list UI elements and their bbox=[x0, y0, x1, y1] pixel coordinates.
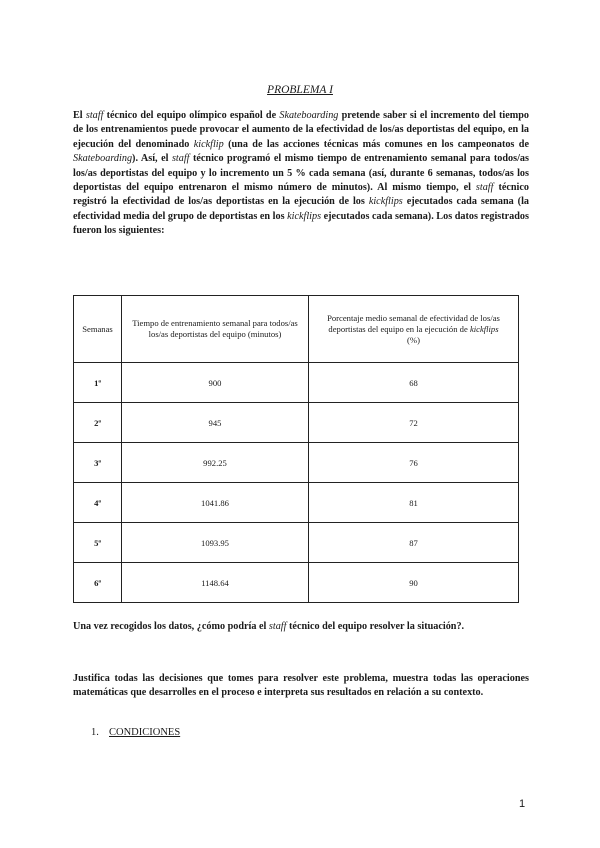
page-title: PROBLEMA I bbox=[267, 84, 333, 96]
instructions-text: Justifica todas las decisiones que tomes para resolver este problema, muestra todas las operaciones matemáticas que desarrolles en el proceso e interpreta sus resultados en relación a su contexto. bbox=[73, 673, 529, 699]
cell-week: 3ª bbox=[74, 443, 122, 483]
table-header-row bbox=[74, 296, 519, 363]
cell-effectiveness: 68 bbox=[309, 363, 519, 403]
cell-time: 1148.64 bbox=[122, 563, 309, 603]
table-row bbox=[74, 403, 519, 443]
table-row bbox=[74, 483, 519, 523]
cell-effectiveness: 76 bbox=[309, 443, 519, 483]
cell-week: 6ª bbox=[74, 563, 122, 603]
cell-week: 4ª bbox=[74, 483, 122, 523]
table-row bbox=[74, 563, 519, 603]
data-table bbox=[73, 295, 519, 603]
cell-effectiveness: 90 bbox=[309, 563, 519, 603]
cell-effectiveness: 87 bbox=[309, 523, 519, 563]
cell-time: 1041.86 bbox=[122, 483, 309, 523]
cell-effectiveness: 72 bbox=[309, 403, 519, 443]
table-row bbox=[74, 443, 519, 483]
question-text: Una vez recogidos los datos, ¿cómo podría el staff técnico del equipo resolver la situación?. bbox=[73, 621, 465, 632]
header-effectiveness: Porcentaje medio semanal de efectividad de los/as deportistas del equipo en la ejecución de kickflips (%) bbox=[309, 296, 519, 363]
page-number: 1 bbox=[519, 798, 526, 810]
table-row bbox=[74, 523, 519, 563]
header-week: Semanas bbox=[74, 296, 122, 363]
cell-week: 2ª bbox=[74, 403, 122, 443]
cell-time: 945 bbox=[122, 403, 309, 443]
section-label: CONDICIONES bbox=[109, 727, 181, 738]
table-row bbox=[74, 363, 519, 403]
cell-effectiveness: 81 bbox=[309, 483, 519, 523]
cell-week: 1ª bbox=[74, 363, 122, 403]
cell-time: 992.25 bbox=[122, 443, 309, 483]
section-heading bbox=[91, 727, 180, 738]
cell-time: 900 bbox=[122, 363, 309, 403]
problem-statement: El staff técnico del equipo olímpico español de Skateboarding pretende saber si el incremento del tiempo de los entrenamientos puede provocar el aumento de la efectividad de los/as deportistas del equipo, en la ejecución del denominado kickflip (una de las acciones técnicas más comunes en los campeonatos de Skateboarding). Así, el staff técnico programó el mismo tiempo de entrenamiento semanal para todos/as los/as deportistas del equipo y lo incremento un 5 % cada semana (así, durante 6 semanas, todos/as los deportistas del equipo entrenaron el mismo número de minutos). Al mismo tiempo, el staff técnico registró la efectividad de los/as deportistas en la ejecución de los kickflips ejecutados cada semana (la efectividad media del grupo de deportistas en los kickflips ejecutados cada semana). Los datos registrados fueron los siguientes: bbox=[73, 110, 529, 237]
cell-week: 5ª bbox=[74, 523, 122, 563]
cell-time: 1093.95 bbox=[122, 523, 309, 563]
header-training-time: Tiempo de entrenamiento semanal para todos/as los/as deportistas del equipo (minutos) bbox=[122, 296, 309, 363]
section-number: 1. bbox=[91, 727, 99, 738]
